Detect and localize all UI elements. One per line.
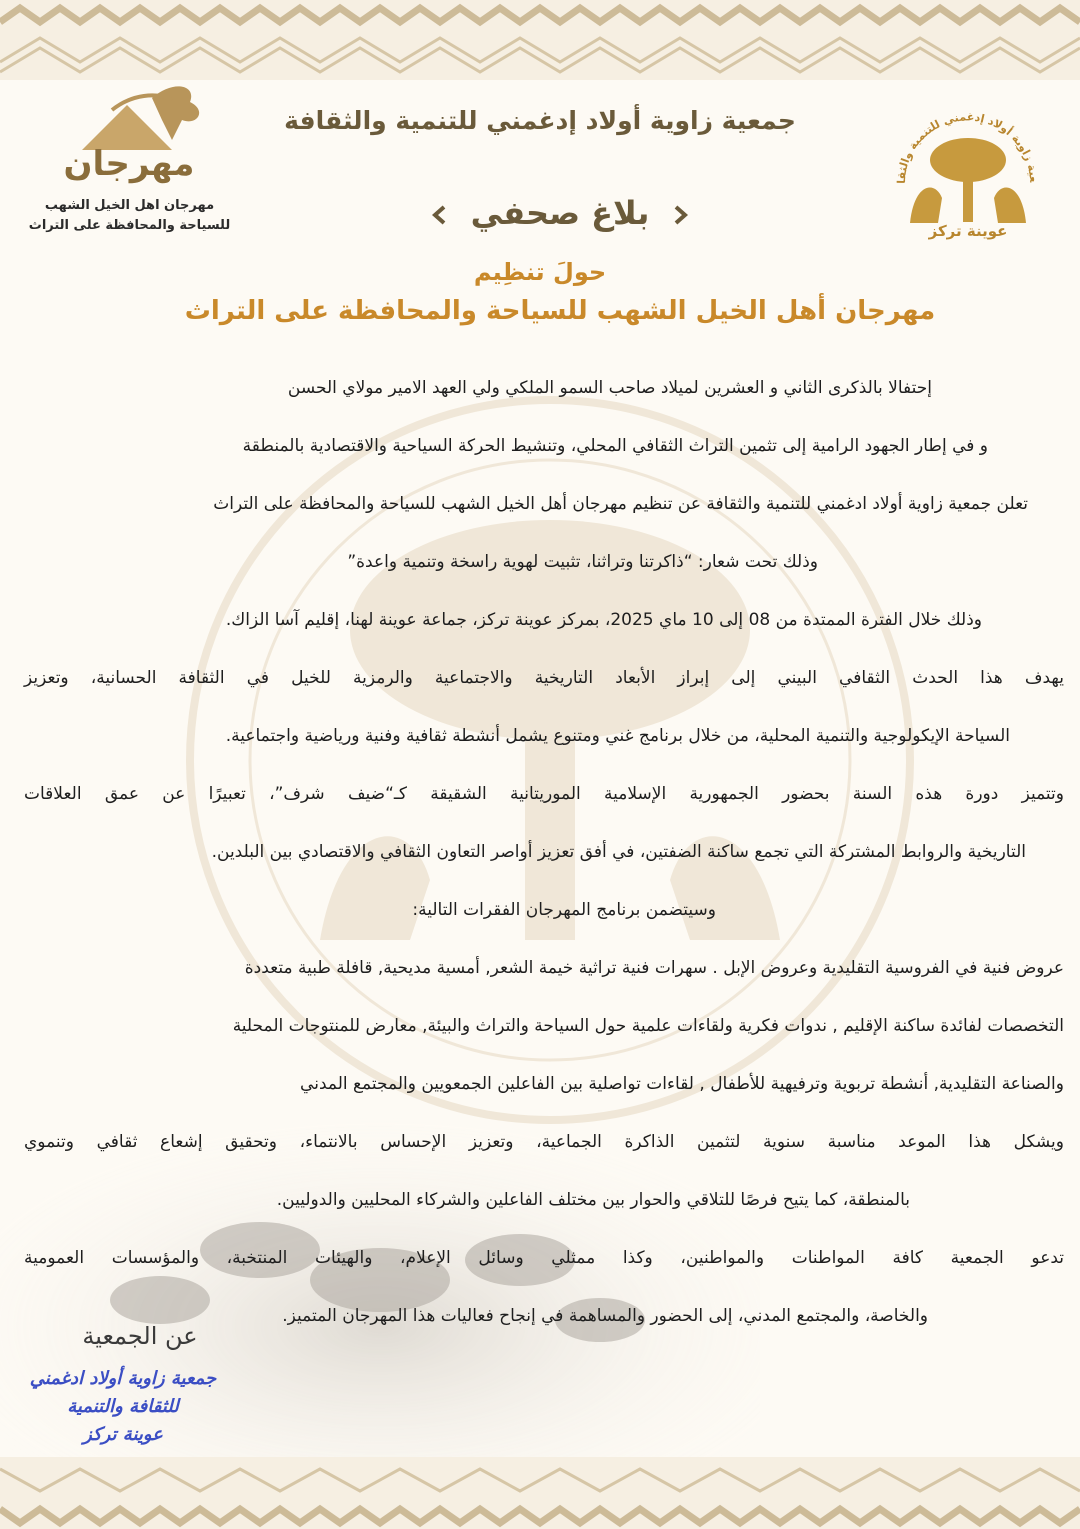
- body-line: وتتميز دورة هذه السنة بحضور الجمهورية الإسلامية الموريتانية الشقيقة كـ“ضيف شرف”، تعبيرًا عن عمق العلاقات: [24, 784, 1064, 804]
- association-stamp: [8, 1362, 238, 1462]
- subtitle-line1: حولَ تنظِيم: [473, 258, 607, 286]
- bottom-border-pattern: [0, 1457, 1080, 1529]
- chevron-right-icon: [668, 204, 690, 226]
- festival-logo: [22, 80, 237, 240]
- body-line: والصناعة التقليدية, أنشطة تربوية وترفيهية للأطفال , لقاءات تواصلية بين الفاعلين الجمعويين والمجتمع المدني: [300, 1074, 1064, 1094]
- body-line: ويشكل هذا الموعد مناسبة سنوية لتثمين الذاكرة الجماعية، وتعزيز الإحساس بالانتماء، وتحقيق إشعاع ثقافي وتنموي: [24, 1132, 1064, 1152]
- svg-text:جمعية زاوية أولاد إدغمني للتنم: عية زاوية أولاد إدغمني للتنمية والثقا: [894, 110, 1041, 184]
- body-line: بالمنطقة، كما يتيح فرصًا للتلاقي والحوار بين مختلف الفاعلين والشركاء المحليين والدوليين.: [276, 1190, 910, 1210]
- stamp-line3: عوينة تركز: [83, 1424, 163, 1445]
- body-line: السياحة الإيكولوجية والتنمية المحلية، من خلال برنامج غني ومتنوع يشمل أنشطة ثقافية وفنية ورياضية واجتماعية.: [225, 726, 1010, 746]
- body-line: تدعو الجمعية كافة المواطنات والمواطنين، وكذا ممثلي وسائل الإعلام، والهيئات المنتخبة، والمؤسسات العمومية: [24, 1248, 1064, 1268]
- svg-text:عوينة تركز: عوينة تركز: [928, 222, 1008, 240]
- body-line: عروض فنية في الفروسية التقليدية وعروض الإبل . سهرات فنية تراثية خيمة الشعر, أمسية مديحية, قافلة طبية متعددة: [244, 958, 1064, 978]
- subtitle-line2: مهرجان أهل الخيل الشهب للسياحة والمحافظة على التراث: [184, 296, 936, 326]
- association-name: جمعية زاوية أولاد إدغمني للتنمية والثقافة: [284, 106, 796, 135]
- body-line: التخصصات لفائدة ساكنة الإقليم , ندوات فكرية ولقاءات علمية حول السياحة والتراث والبيئة, معارض للمنتوجات المحلية: [232, 1016, 1064, 1036]
- stamp-line1: جمعية زاوية أولاد ادغمني: [29, 1368, 217, 1389]
- top-border-pattern: [0, 0, 1080, 80]
- body-line: التاريخية والروابط المشتركة التي تجمع ساكنة الضفتين، في أفق تعزيز أواصر التعاون الثقافي والاقتصادي بين البلدين.: [211, 842, 1026, 862]
- horse-logo-icon: [22, 80, 237, 192]
- press-release-title: بلاغ صحفي: [470, 194, 650, 232]
- signature-from-label: عن الجمعية: [82, 1322, 198, 1350]
- body-line: إحتفالا بالذكرى الثاني و العشرين لميلاد صاحب السمو الملكي ولي العهد الامير مولاي الحسن: [287, 378, 932, 398]
- association-emblem: [880, 88, 1055, 248]
- press-release-heading: [430, 190, 690, 244]
- body-line: وذلك خلال الفترة الممتدة من 08 إلى 10 ماي 2025، بمركز عوينة تركز، جماعة عوينة لهنا، إقليم آسا الزاك.: [225, 610, 982, 630]
- body-line: تعلن جمعية زاوية أولاد ادغمني للتنمية والثقافة عن تنظيم مهرجان أهل الخيل الشهب للسياحة والمحافظة على التراث: [213, 494, 1028, 514]
- body-line: وسيتضمن برنامج المهرجان الفقرات التالية:: [412, 900, 716, 920]
- body-line: و في إطار الجهود الرامية إلى تثمين التراث الثقافي المحلي، وتنشيط الحركة السياحية والاقتصادية بالمنطقة: [242, 436, 988, 456]
- body-line: يهدف هذا الحدث الثقافي البيني إلى إبراز الأبعاد التاريخية والاجتماعية والرمزية للخيل في الثقافة الحسانية، وتعزيز: [24, 668, 1064, 688]
- stamp-line2: للثقافة والتنمية: [67, 1396, 179, 1417]
- svg-text:مهرجان: مهرجان: [63, 144, 195, 184]
- body-line: والخاصة، والمجتمع المدني، إلى الحضور والمساهمة في إنجاح فعاليات هذا المهرجان المتميز.: [282, 1306, 928, 1326]
- logo-caption-line1: مهرجان اهل الخيل الشهب: [44, 198, 215, 213]
- logo-caption-line2: للسياحة والمحافظة على التراث: [28, 218, 231, 233]
- tree-horses-emblem-icon: [880, 88, 1055, 248]
- body-line: وذلك تحت شعار: “ذاكرتنا وتراثنا، تثبيت لهوية راسخة وتنمية واعدة”: [347, 552, 818, 572]
